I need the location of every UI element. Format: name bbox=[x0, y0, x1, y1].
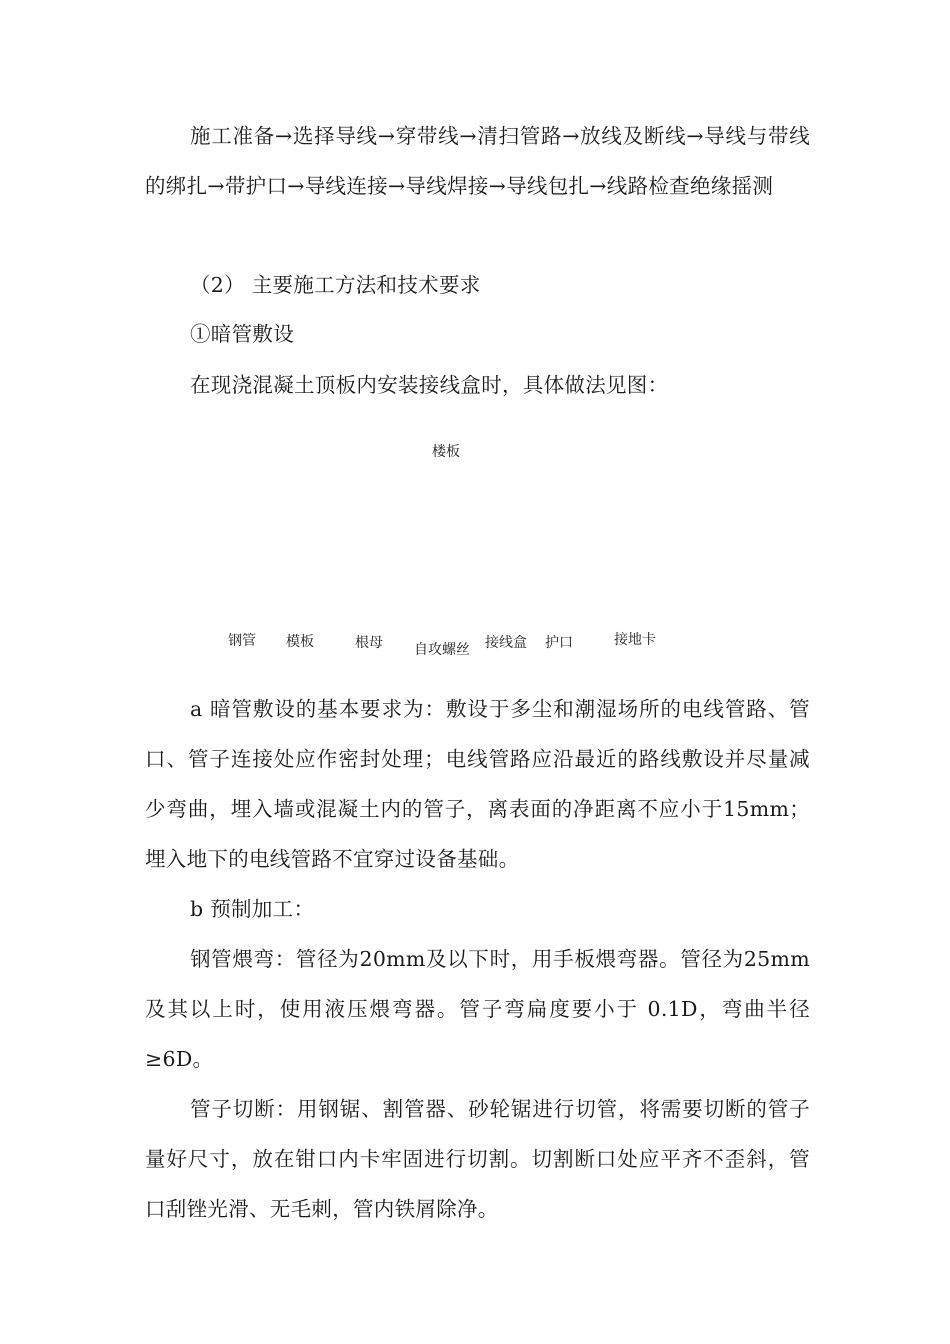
figure-label-lock-nut: 根母 bbox=[355, 635, 383, 651]
figure-label-floor-slab: 楼板 bbox=[432, 444, 460, 460]
junction-box-installation-figure bbox=[145, 430, 810, 670]
section-heading: （2） 主要施工方法和技术要求 bbox=[190, 273, 481, 297]
figure-label-self-tapping-screw: 自攻螺丝 bbox=[414, 642, 470, 658]
figure-label-grounding-clip: 接地卡 bbox=[614, 632, 656, 648]
pipe-bending-paragraph: 钢管煨弯：管径为20mm及以下时，用手板煨弯器。管径为25mm及其以上时，使用液压煨弯器。管子弯扁度要小于 0.1D，弯曲半径≥6D。 bbox=[145, 947, 810, 1071]
subsection-heading: ①暗管敷设 bbox=[190, 322, 294, 346]
pipe-cutting-paragraph: 管子切断：用钢锯、割管器、砂轮锯进行切管，将需要切断的管子量好尺寸，放在钳口内卡牢固进行切割。切割断口处应平齐不歪斜，管口刮锉光滑、无毛刺，管内铁屑除净。 bbox=[145, 1097, 810, 1221]
figure-intro-paragraph: 在现浇混凝土顶板内安装接线盒时，具体做法见图： bbox=[190, 373, 669, 397]
process-flow-paragraph: 施工准备→选择导线→穿带线→清扫管路→放线及断线→导线与带线的绑扎→带护口→导线连接→导线焊接→导线包扎→线路检查绝缘摇测 bbox=[145, 124, 810, 198]
figure-label-bushing: 护口 bbox=[545, 635, 573, 651]
requirement-a-paragraph: a 暗管敷设的基本要求为：敷设于多尘和潮湿场所的电线管路、管口、管子连接处应作密封处理；电线管路应沿最近的路线敷设并尽量减少弯曲，埋入墙或混凝土内的管子，离表面的净距离不应小于15mm；埋入地下的电线管路不宜穿过设备基础。 bbox=[145, 697, 810, 871]
figure-label-formwork: 模板 bbox=[286, 634, 314, 650]
figure-label-steel-pipe: 钢管 bbox=[228, 633, 256, 649]
heading-b: b 预制加工： bbox=[190, 897, 315, 921]
figure-label-junction-box: 接线盒 bbox=[485, 635, 527, 651]
